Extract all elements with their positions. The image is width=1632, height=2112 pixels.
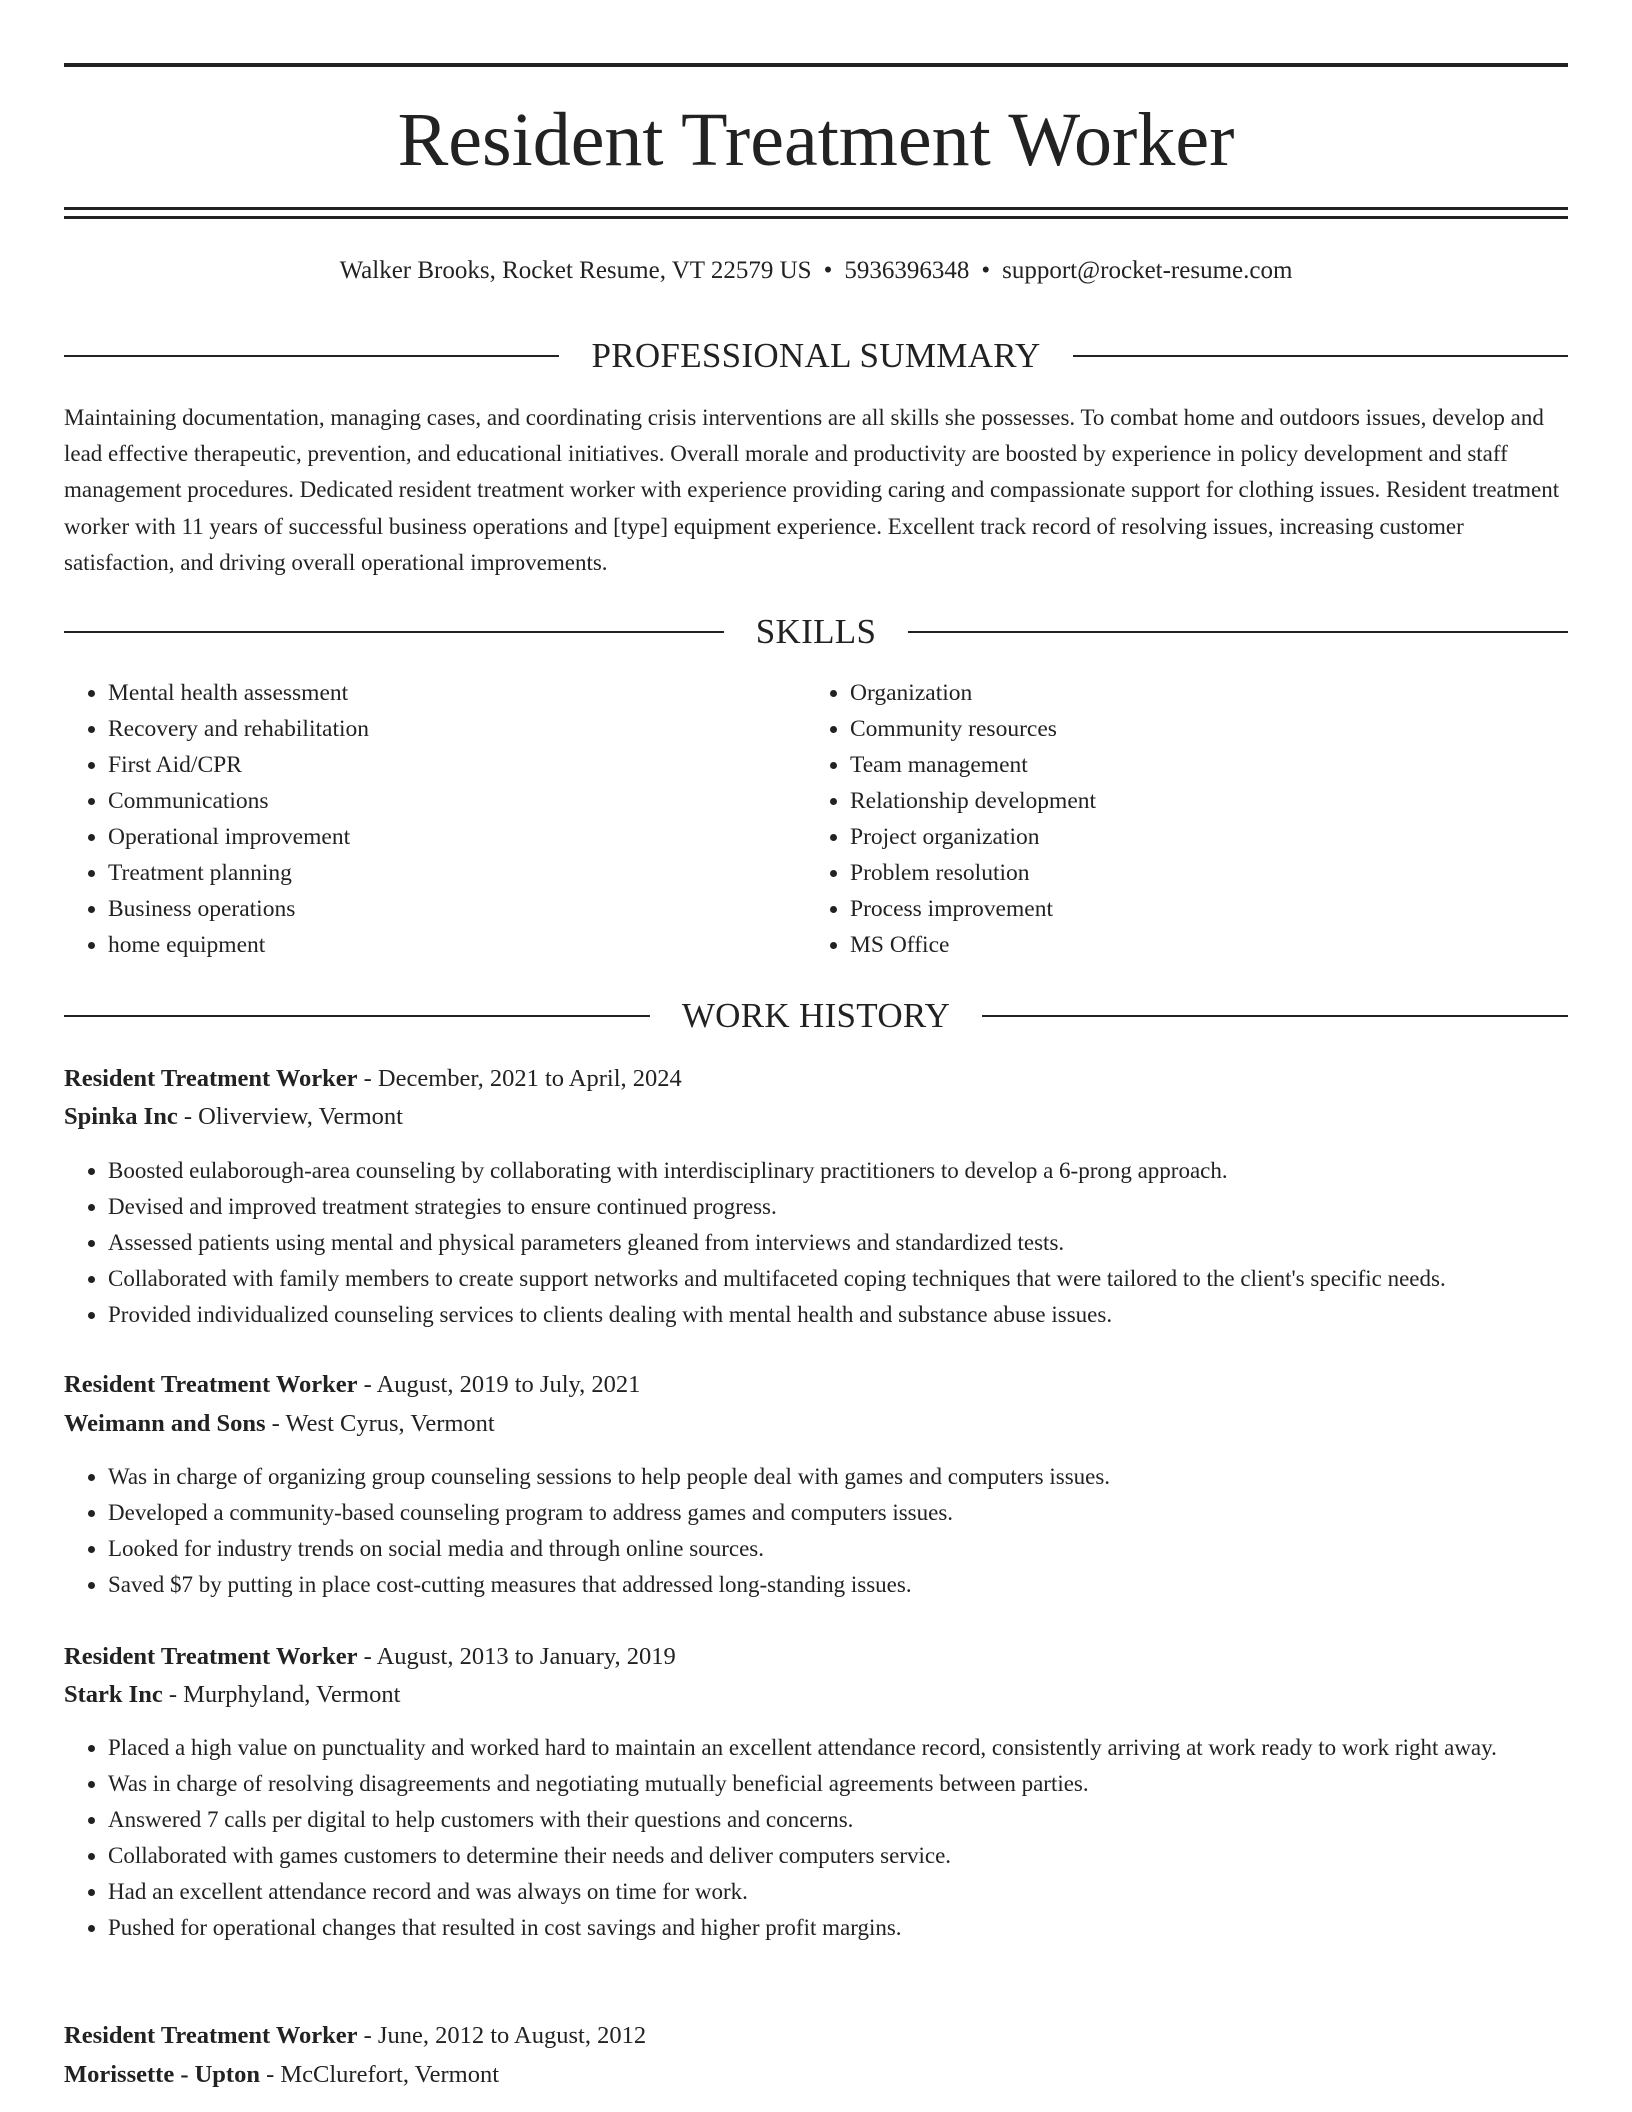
job-title-line [64,1061,1568,1097]
contact-separator: • [823,257,833,284]
skills-list-left [64,675,369,963]
job-title-line [64,1639,1568,1675]
job-dates: - December, 2021 to April, 2024 [357,1065,682,1092]
job-bullet: • Collaborated with family members to create support networks and multifaceted coping techniques that were tailored to the client's specific needs. [108,1261,1612,1297]
heading-rule [64,1015,650,1017]
job-company: Stark Inc [64,1681,163,1708]
heading-rule [908,631,1568,633]
job-company: Morissette - Upton [64,2061,260,2088]
job-company: Weimann and Sons [64,1410,266,1437]
job-title: Resident Treatment Worker [64,1371,358,1398]
skill-item: • Recovery and rehabilitation [108,711,369,747]
contact-line [64,253,1568,289]
contact-email: support@rocket-resume.com [1002,257,1293,284]
job-company-line [64,1099,1568,1135]
job-bullets [64,1153,1612,1333]
contact-separator: • [981,257,991,284]
job-company-line [64,1406,1568,1442]
resume-title: Resident Treatment Worker [397,98,1235,182]
job-dates: - August, 2013 to January, 2019 [357,1643,676,1670]
job-company: Spinka Inc [64,1103,178,1130]
skill-item: • Problem resolution [850,855,1096,891]
job-location: - Oliverview, Vermont [177,1103,403,1130]
heading-rule [64,631,724,633]
skill-item: • Organization [850,675,1096,711]
heading-rule [1073,355,1568,357]
heading-rule [982,1015,1568,1017]
work-history-heading-label: WORK HISTORY [681,996,951,1035]
job-bullets [64,1730,1612,1946]
job-bullet: • Boosted eulaborough-area counseling by collaborating with interdisciplinary practitioners to develop a 6-prong approach. [108,1153,1612,1189]
job-location: - McClurefort, Vermont [259,2061,500,2088]
job-bullet: • Provided individualized counseling services to clients dealing with mental health and substance abuse issues. [108,1297,1612,1333]
job-bullet: • Had an excellent attendance record and was always on time for work. [108,1874,1612,1910]
job-company-line [64,1677,1568,1713]
contact-phone: 5936396348 [844,257,970,284]
job-location: - Murphyland, Vermont [162,1681,401,1708]
skill-item: • Process improvement [850,891,1096,927]
skill-item: • First Aid/CPR [108,747,369,783]
skill-item: • Relationship development [850,783,1096,819]
summary-heading [64,334,1568,378]
work-history-heading [64,994,1568,1038]
job-bullet: • Looked for industry trends on social media and through online sources. [108,1531,1612,1567]
job-bullet: • Developed a community-based counseling program to address games and computers issues. [108,1495,1612,1531]
skill-item: • Project organization [850,819,1096,855]
skill-item: • Team management [850,747,1096,783]
job-bullet: • Answered 7 calls per digital to help customers with their questions and concerns. [108,1802,1612,1838]
job-bullet: • Placed a high value on punctuality and worked hard to maintain an excellent attendance record, consistently arriving at work ready to work right away. [108,1730,1612,1766]
job-bullet: • Devised and improved treatment strategies to ensure continued progress. [108,1189,1612,1225]
skill-item: • Communications [108,783,369,819]
job-bullets [64,1459,1612,1603]
job-location: - West Cyrus, Vermont [265,1410,495,1437]
job-bullet: • Was in charge of organizing group counseling sessions to help people deal with games and computers issues. [108,1459,1612,1495]
header-bottom-rule [64,207,1568,210]
summary-text: Maintaining documentation, managing cases, and coordinating crisis interventions are all skills she possesses. To combat home and outdoors issues, develop and lead effective therapeutic, prevention, and educational initiatives. Overall morale and productivity are boosted by experience in policy development and staff management procedures. Dedicated resident treatment worker with experience providing caring and compassionate support for clothing issues. Resident treatment worker with 11 years of successful business operations and [type] equipment experience. Excellent track record of resolving issues, increasing customer satisfaction, and driving overall operational improvements. [64,405,1560,575]
skills-list-right [806,675,1096,963]
job-bullet: • Saved $7 by putting in place cost-cutting measures that addressed long-standing issues. [108,1567,1612,1603]
job-company-line [64,2057,1568,2093]
job-bullet: • Pushed for operational changes that resulted in cost savings and higher profit margins. [108,1910,1612,1946]
skill-item: • Mental health assessment [108,675,369,711]
job-bullet: • Assessed patients using mental and physical parameters gleaned from interviews and standardized tests. [108,1225,1612,1261]
skill-item: • Operational improvement [108,819,369,855]
summary-heading-label: PROFESSIONAL SUMMARY [591,336,1041,375]
heading-rule [64,355,559,357]
job-title-line [64,2018,1568,2054]
skill-item: • Community resources [850,711,1096,747]
skill-item: • home equipment [108,927,369,963]
job-title: Resident Treatment Worker [64,1065,358,1092]
skill-item: • Business operations [108,891,369,927]
job-dates: - August, 2019 to July, 2021 [357,1371,641,1398]
job-title: Resident Treatment Worker [64,2022,358,2049]
skill-item: • Treatment planning [108,855,369,891]
skill-item: • MS Office [850,927,1096,963]
job-bullet: • Collaborated with games customers to determine their needs and deliver computers service. [108,1838,1612,1874]
header-bottom-rule-2 [64,216,1568,219]
job-bullet: • Was in charge of resolving disagreements and negotiating mutually beneficial agreements between parties. [108,1766,1612,1802]
job-title: Resident Treatment Worker [64,1643,358,1670]
header-top-rule [64,63,1568,67]
job-title-line [64,1367,1568,1403]
job-dates: - June, 2012 to August, 2012 [357,2022,647,2049]
skills-heading-label: SKILLS [755,612,877,651]
contact-address: Walker Brooks, Rocket Resume, VT 22579 US [339,257,812,284]
skills-heading [64,610,1568,654]
